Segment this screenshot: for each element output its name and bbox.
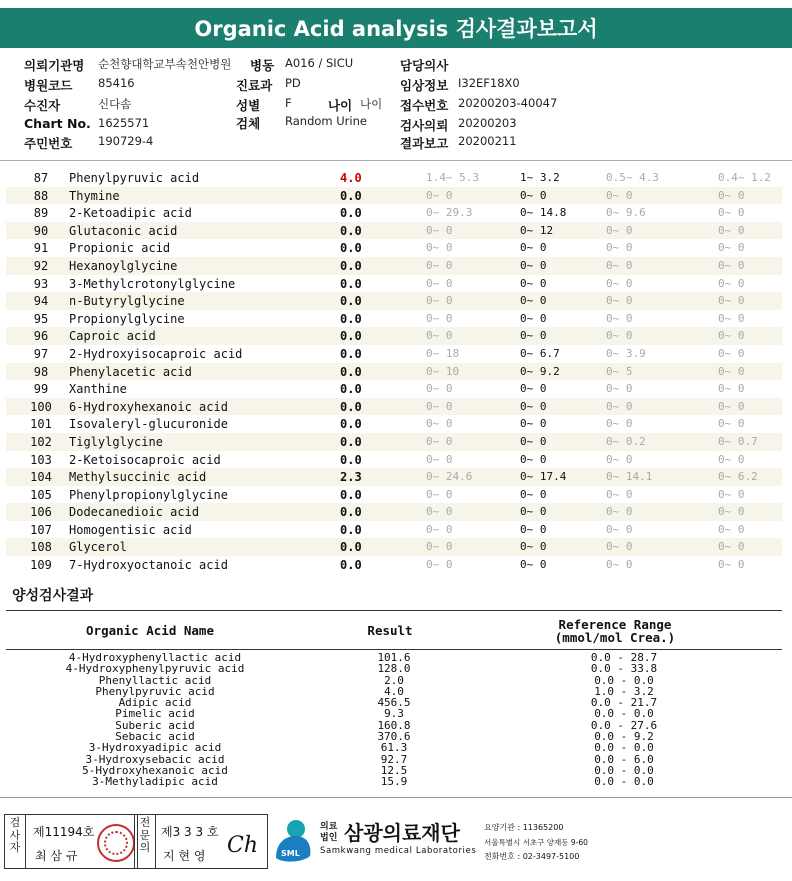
- report-date-label: 결과보고: [400, 136, 449, 151]
- reference-range-4: 0~ 0: [718, 399, 745, 413]
- reference-range-1: 0~ 0: [426, 417, 453, 431]
- reference-range-2: 0~ 12: [520, 223, 554, 237]
- reference-range-3: 0~ 0: [606, 382, 633, 396]
- reference-range-4: 0~ 0: [718, 452, 745, 466]
- reference-range-2: 0~ 0: [520, 188, 547, 202]
- id-label: 주민번호: [24, 136, 73, 151]
- positive-acid-name: Adipic acid: [118, 696, 192, 710]
- reference-range-1: 0~ 0: [426, 188, 453, 202]
- positive-results-table: [6, 652, 782, 788]
- clinical-label: 임상정보: [400, 78, 449, 93]
- result-value: 0.0: [340, 487, 362, 502]
- reference-range-4: 0~ 0: [718, 258, 745, 272]
- row-number: 95: [33, 311, 49, 326]
- dept-value: PD: [285, 76, 301, 90]
- positive-acid-name: Suberic acid: [115, 718, 195, 732]
- acid-name: 2-Hydroxyisocaproic acid: [69, 346, 243, 361]
- table-row: [6, 239, 782, 257]
- reference-range-4: 0~ 0: [718, 487, 745, 501]
- table-row: [6, 538, 782, 556]
- reference-range-3: 0~ 5: [606, 364, 633, 378]
- table-row: [6, 451, 782, 469]
- reference-range-3: 0~ 0: [606, 540, 633, 554]
- clinical-value: I32EF18X0: [458, 76, 520, 90]
- acid-name: Caproic acid: [69, 329, 156, 344]
- reference-range-4: 0~ 0: [718, 276, 745, 290]
- row-number: 108: [30, 540, 52, 555]
- row-number: 94: [33, 294, 49, 309]
- positive-result: 9.3: [384, 707, 404, 721]
- row-number: 91: [33, 241, 49, 256]
- examiner-stamp: [4, 814, 138, 869]
- positive-acid-name: Sebacic acid: [115, 730, 195, 744]
- reference-range-2: 0~ 0: [520, 382, 547, 396]
- reference-range-4: 0~ 0.7: [718, 434, 758, 448]
- reference-range-4: 0~ 0: [718, 505, 745, 519]
- table-row: [6, 222, 782, 240]
- positive-acid-name: 3-Methyladipic acid: [92, 775, 218, 789]
- table-row: [6, 327, 782, 345]
- positive-result: 2.0: [384, 673, 404, 687]
- positive-range: 0.0 - 0.0: [594, 775, 654, 789]
- acid-name: Thymine: [69, 188, 120, 203]
- reference-range-4: 0~ 0: [718, 364, 745, 378]
- reference-range-1: 1.4~ 5.3: [426, 171, 479, 184]
- reference-range-4: 0~ 0: [718, 294, 745, 308]
- table-row: [6, 310, 782, 328]
- positive-result: 128.0: [377, 662, 411, 676]
- doctor-label: 담당의사: [400, 58, 449, 73]
- acid-name: Propionylglycine: [69, 311, 185, 326]
- reference-range-1: 0~ 10: [426, 364, 460, 378]
- reference-range-4: 0~ 0: [718, 522, 745, 536]
- reference-range-3: 0~ 14.1: [606, 470, 653, 484]
- positive-range: 0.0 - 0.0: [594, 741, 654, 755]
- positive-result: 61.3: [380, 741, 408, 755]
- table-row: [6, 363, 782, 381]
- reference-range-4: 0~ 0: [718, 417, 745, 431]
- row-number: 93: [33, 276, 49, 291]
- reference-range-4: 0~ 0: [718, 241, 745, 255]
- reference-range-2: 1~ 3.2: [520, 171, 560, 184]
- hospcode-value: 85416: [98, 76, 135, 90]
- acid-name: Phenylpropionylglycine: [69, 487, 228, 502]
- chart-label: Chart No.: [24, 116, 91, 131]
- row-number: 105: [30, 487, 52, 502]
- row-number: 100: [30, 399, 52, 414]
- acid-name: Xanthine: [69, 382, 127, 397]
- reference-range-2: 0~ 0: [520, 505, 547, 519]
- org-phone: 전화번호 : 02-3497-5100: [484, 852, 580, 861]
- acid-name: Glutaconic acid: [69, 223, 178, 238]
- positive-result: 370.6: [377, 730, 411, 744]
- row-number: 90: [33, 223, 49, 238]
- row-number: 87: [33, 171, 49, 185]
- row-number: 97: [33, 346, 49, 361]
- age-value: 나이: [360, 97, 383, 111]
- acid-name: 3-Methylcrotonylglycine: [69, 276, 236, 291]
- results-table: [6, 169, 782, 574]
- reference-range-2: 0~ 0: [520, 276, 547, 290]
- result-value: 0.0: [340, 364, 362, 379]
- receipt-label: 접수번호: [400, 98, 449, 113]
- ward-label: 병동: [250, 58, 275, 73]
- reference-range-1: 0~ 0: [426, 487, 453, 501]
- org-address: 서울특별시 서초구 양재동 9-60: [484, 838, 588, 847]
- org-code: 요양기관 : 11365200: [484, 823, 564, 832]
- table-row: [6, 169, 782, 187]
- reference-range-4: 0~ 0: [718, 558, 745, 572]
- table-row: [6, 521, 782, 539]
- receipt-value: 20200203-40047: [458, 96, 558, 110]
- positive-range: 0.0 - 0.0: [594, 707, 654, 721]
- reference-range-3: 0~ 0: [606, 223, 633, 237]
- positive-section-title: 양성검사결과: [12, 588, 94, 604]
- svg-text:SML: SML: [281, 849, 300, 858]
- positive-range: 0.0 - 27.6: [590, 718, 658, 732]
- report-title: Organic Acid analysis 검사결과보고서: [0, 8, 792, 48]
- reference-range-3: 0~ 0: [606, 329, 633, 343]
- hospcode-label: 병원코드: [24, 78, 73, 93]
- result-value: 0.0: [340, 223, 362, 238]
- sml-logo-icon: [272, 818, 314, 864]
- examiner-license-no: 제11194호: [33, 825, 95, 839]
- positive-acid-name: Phenyllactic acid: [98, 673, 212, 687]
- reference-range-4: 0.4~ 1.2: [718, 171, 771, 184]
- reference-range-4: 0~ 0: [718, 382, 745, 396]
- ward-value: A016 / SICU: [285, 56, 354, 70]
- reference-range-1: 0~ 0: [426, 258, 453, 272]
- reference-range-1: 0~ 0: [426, 522, 453, 536]
- reference-range-1: 0~ 0: [426, 382, 453, 396]
- positive-acid-name: 4-Hydroxyphenylpyruvic acid: [65, 662, 245, 676]
- reference-range-2: 0~ 17.4: [520, 470, 567, 484]
- row-number: 89: [33, 206, 49, 221]
- table-row: [6, 433, 782, 451]
- reference-range-3: 0~ 9.6: [606, 206, 646, 220]
- reference-range-2: 0~ 0: [520, 294, 547, 308]
- row-number: 106: [30, 505, 52, 520]
- table-row: [6, 380, 782, 398]
- reference-range-3: 0~ 0.2: [606, 434, 646, 448]
- reference-range-1: 0~ 0: [426, 294, 453, 308]
- sex-label: 성별: [236, 98, 261, 113]
- reference-range-3: 0~ 0: [606, 276, 633, 290]
- table-row: [6, 468, 782, 486]
- table-row: [6, 415, 782, 433]
- reference-range-3: 0~ 0: [606, 241, 633, 255]
- reference-range-1: 0~ 0: [426, 223, 453, 237]
- positive-result: 456.5: [377, 696, 411, 710]
- row-number: 92: [33, 258, 49, 273]
- result-value: 2.3: [340, 470, 362, 485]
- reference-range-2: 0~ 0: [520, 399, 547, 413]
- reference-range-4: 0~ 0: [718, 540, 745, 554]
- positive-result: 12.5: [380, 763, 408, 777]
- reference-range-2: 0~ 0: [520, 487, 547, 501]
- reference-range-1: 0~ 18: [426, 346, 460, 360]
- examiner-seal: [97, 824, 135, 862]
- result-value: 0.0: [340, 558, 362, 573]
- result-value: 0.0: [340, 452, 362, 467]
- report-date-value: 20200211: [458, 134, 517, 148]
- reference-range-4: 0~ 0: [718, 188, 745, 202]
- table-row: [6, 257, 782, 275]
- footer-divider: [0, 797, 792, 798]
- row-number: 101: [30, 417, 52, 432]
- org-english: Samkwang medical Laboratories: [320, 846, 477, 856]
- examiner-name: 최 삼 규: [35, 849, 78, 863]
- reference-range-2: 0~ 0: [520, 434, 547, 448]
- positive-table-header-rule: [6, 649, 782, 650]
- result-value: 0.0: [340, 311, 362, 326]
- reference-range-4: 0~ 6.2: [718, 470, 758, 484]
- positive-range: 0.0 - 28.7: [590, 651, 658, 664]
- patient-value: 신다솜: [98, 97, 132, 111]
- hospital-value: 순천향대학교부속천안병원: [98, 57, 232, 71]
- table-row: [6, 486, 782, 504]
- reference-range-4: 0~ 0: [718, 223, 745, 237]
- row-number: 102: [30, 434, 52, 449]
- reference-range-4: 0~ 0: [718, 346, 745, 360]
- result-value: 0.0: [340, 434, 362, 449]
- reference-range-2: 0~ 0: [520, 558, 547, 572]
- table-row: [6, 503, 782, 521]
- col-header-name: Organic Acid Name: [86, 623, 214, 638]
- result-value: 0.0: [340, 241, 362, 256]
- result-value: 0.0: [340, 258, 362, 273]
- result-value: 0.0: [340, 294, 362, 309]
- request-label: 검사의뢰: [400, 118, 449, 133]
- table-row: [6, 275, 782, 293]
- table-row: [6, 292, 782, 310]
- dept-label: 진료과: [236, 78, 273, 93]
- reference-range-2: 0~ 0: [520, 522, 547, 536]
- specimen-value: Random Urine: [285, 114, 367, 128]
- acid-name: 2-Ketoisocaproic acid: [69, 452, 221, 467]
- reference-range-2: 0~ 0: [520, 452, 547, 466]
- positive-result: 15.9: [380, 775, 408, 789]
- result-value: 0.0: [340, 540, 362, 555]
- result-value: 0.0: [340, 329, 362, 344]
- row-number: 107: [30, 522, 52, 537]
- row-number: 103: [30, 452, 52, 467]
- specimen-label: 검체: [236, 116, 261, 131]
- acid-name: Dodecanedioic acid: [69, 505, 200, 520]
- acid-name: n-Butyrylglycine: [69, 294, 185, 309]
- header-divider: [0, 160, 792, 161]
- reference-range-1: 0~ 0: [426, 311, 453, 325]
- result-value: 0.0: [340, 505, 362, 520]
- reference-range-3: 0~ 0: [606, 399, 633, 413]
- org-prefix: 의료 법인: [320, 822, 338, 843]
- acid-name: Propionic acid: [69, 241, 171, 256]
- reference-range-2: 0~ 0: [520, 258, 547, 272]
- result-value: 0.0: [340, 188, 362, 203]
- acid-name: Tiglylglycine: [69, 434, 163, 449]
- result-value: 0.0: [340, 346, 362, 361]
- reference-range-2: 0~ 9.2: [520, 364, 560, 378]
- specialist-signature: Ch: [227, 833, 259, 858]
- reference-range-2: 0~ 0: [520, 540, 547, 554]
- report-header: [0, 48, 792, 158]
- acid-name: Isovaleryl-glucuronide: [69, 417, 228, 432]
- specialist-license-no: 제3 3 3 호: [161, 825, 219, 839]
- reference-range-3: 0~ 0: [606, 487, 633, 501]
- reference-range-3: 0~ 0: [606, 452, 633, 466]
- result-value: 4.0: [340, 171, 362, 185]
- result-value: 0.0: [340, 522, 362, 537]
- reference-range-1: 0~ 0: [426, 558, 453, 572]
- positive-range: 0.0 - 21.7: [590, 696, 658, 710]
- reference-range-3: 0~ 3.9: [606, 346, 646, 360]
- positive-acid-name: Pimelic acid: [115, 707, 195, 721]
- reference-range-1: 0~ 0: [426, 540, 453, 554]
- result-value: 0.0: [340, 206, 362, 221]
- table-row: [6, 398, 782, 416]
- positive-range: 0.0 - 0.0: [594, 763, 654, 777]
- reference-range-1: 0~ 0: [426, 399, 453, 413]
- row-number: 109: [30, 558, 52, 573]
- request-value: 20200203: [458, 116, 517, 130]
- reference-range-2: 0~ 0: [520, 329, 547, 343]
- reference-range-2: 0~ 6.7: [520, 346, 560, 360]
- table-row: [6, 556, 782, 574]
- reference-range-1: 0~ 0: [426, 329, 453, 343]
- positive-row: [6, 776, 782, 787]
- reference-range-1: 0~ 0: [426, 505, 453, 519]
- positive-acid-name: Phenylpyruvic acid: [95, 684, 215, 698]
- table-row: [6, 187, 782, 205]
- positive-acid-name: 3-Hydroxyadipic acid: [88, 741, 222, 755]
- reference-range-1: 0~ 0: [426, 434, 453, 448]
- reference-range-1: 0~ 0: [426, 276, 453, 290]
- reference-range-1: 0~ 0: [426, 241, 453, 255]
- positive-acid-name: 5-Hydroxyhexanoic acid: [82, 763, 228, 777]
- reference-range-4: 0~ 0: [718, 329, 745, 343]
- hospital-label: 의뢰기관명: [24, 58, 85, 73]
- positive-range: 1.0 - 3.2: [594, 684, 654, 698]
- row-number: 98: [33, 364, 49, 379]
- reference-range-2: 0~ 0: [520, 311, 547, 325]
- row-number: 99: [33, 382, 49, 397]
- acid-name: Methylsuccinic acid: [69, 470, 207, 485]
- reference-range-1: 0~ 29.3: [426, 206, 473, 220]
- positive-result: 4.0: [384, 684, 404, 698]
- reference-range-3: 0~ 0: [606, 258, 633, 272]
- acid-name: 2-Ketoadipic acid: [69, 206, 192, 221]
- reference-range-1: 0~ 24.6: [426, 470, 473, 484]
- acid-name: Hexanoylglycine: [69, 258, 178, 273]
- reference-range-3: 0~ 0: [606, 417, 633, 431]
- positive-range: 0.0 - 9.2: [594, 730, 654, 744]
- positive-result: 160.8: [377, 718, 411, 732]
- specialist-name: 지 현 영: [163, 849, 206, 863]
- acid-name: 6-Hydroxyhexanoic acid: [69, 399, 228, 414]
- positive-range: 0.0 - 0.0: [594, 673, 654, 687]
- id-value: 190729-4: [98, 134, 154, 148]
- reference-range-4: 0~ 0: [718, 206, 745, 220]
- examiner-vertical-label: 검 사 자: [9, 816, 21, 854]
- col-header-result: Result: [367, 623, 413, 638]
- reference-range-3: 0~ 0: [606, 294, 633, 308]
- org-name: 삼광의료재단: [344, 821, 460, 845]
- positive-acid-name: 4-Hydroxyphenyllactic acid: [68, 651, 242, 664]
- reference-range-3: 0~ 0: [606, 311, 633, 325]
- sex-value: F: [285, 96, 292, 110]
- positive-result: 92.7: [380, 752, 408, 766]
- positive-result: 101.6: [377, 651, 411, 664]
- col-header-range: Reference Range: [558, 617, 672, 632]
- positive-acid-name: 3-Hydroxysebacic acid: [85, 752, 225, 766]
- reference-range-3: 0~ 0: [606, 188, 633, 202]
- acid-name: Phenylacetic acid: [69, 364, 192, 379]
- row-number: 96: [33, 329, 49, 344]
- acid-name: Phenylpyruvic acid: [69, 171, 200, 185]
- reference-range-4: 0~ 0: [718, 311, 745, 325]
- chart-value: 1625571: [98, 116, 150, 130]
- reference-range-3: 0.5~ 4.3: [606, 171, 659, 184]
- acid-name: 7-Hydroxyoctanoic acid: [69, 558, 228, 573]
- reference-range-2: 0~ 14.8: [520, 206, 567, 220]
- acid-name: Glycerol: [69, 540, 127, 555]
- reference-range-1: 0~ 0: [426, 452, 453, 466]
- result-value: 0.0: [340, 276, 362, 291]
- result-value: 0.0: [340, 417, 362, 432]
- reference-range-3: 0~ 0: [606, 522, 633, 536]
- specialist-vertical-label: 전 문 의: [139, 816, 151, 854]
- reference-range-2: 0~ 0: [520, 417, 547, 431]
- positive-table-top-rule: [6, 610, 782, 611]
- col-header-range-unit: (mmol/mol Crea.): [554, 630, 676, 645]
- age-label: 나이: [328, 98, 353, 113]
- reference-range-3: 0~ 0: [606, 558, 633, 572]
- result-value: 0.0: [340, 382, 362, 397]
- positive-row: [6, 663, 782, 674]
- acid-name: Homogentisic acid: [69, 522, 192, 537]
- row-number: 104: [30, 470, 52, 485]
- specialist-stamp: [134, 814, 268, 869]
- patient-label: 수진자: [24, 98, 61, 113]
- result-value: 0.0: [340, 399, 362, 414]
- row-number: 88: [33, 188, 49, 203]
- reference-range-2: 0~ 0: [520, 241, 547, 255]
- positive-range: 0.0 - 6.0: [594, 752, 654, 766]
- table-row: [6, 204, 782, 222]
- reference-range-3: 0~ 0: [606, 505, 633, 519]
- table-row: [6, 345, 782, 363]
- positive-range: 0.0 - 33.8: [590, 662, 658, 676]
- positive-row: [6, 742, 782, 753]
